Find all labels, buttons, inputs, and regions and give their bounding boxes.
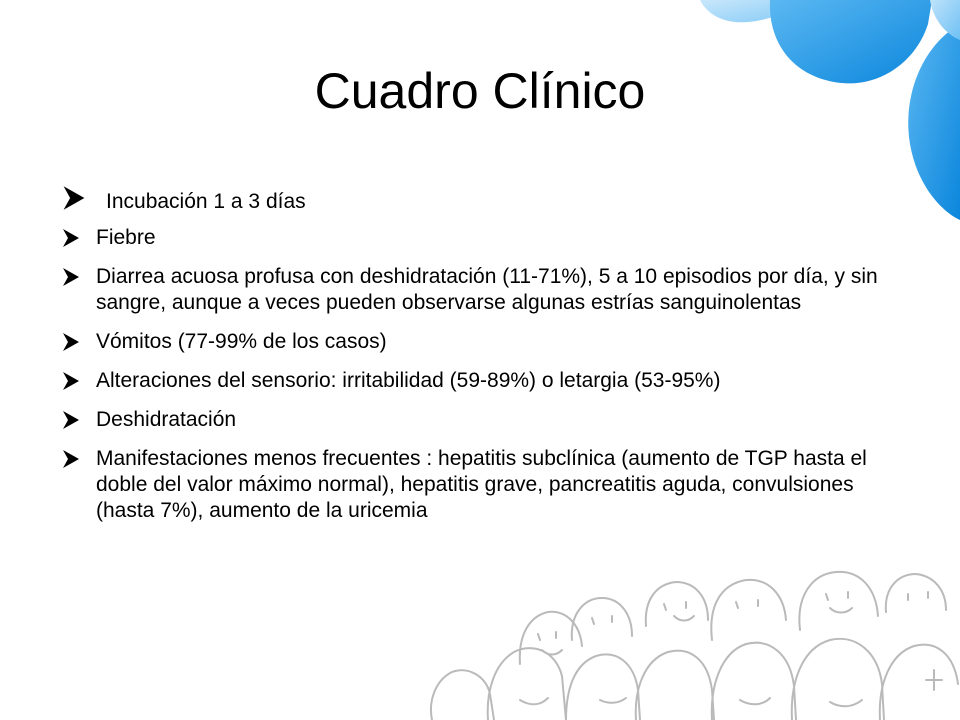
face-sketch-12 (880, 645, 958, 720)
arrowhead-bullet-icon (62, 185, 86, 211)
face-sketch-9 (711, 580, 786, 640)
bullet-list (62, 184, 912, 537)
bullet-text: Diarrea acuosa profusa con deshidratación (11-71%), 5 a 10 episodios por día, y sin sangre, aunque a veces pueden observarse algunas estrías sanguinolentas (96, 265, 878, 314)
face-sketch-6 (636, 651, 714, 720)
face-sketch-13 (886, 574, 946, 612)
face-sketch-4 (566, 654, 640, 720)
face-sketch-2 (488, 648, 566, 720)
face-sketch-5 (572, 598, 632, 640)
bullet-text: Manifestaciones menos frecuentes : hepatitis subclínica (aumento de TGP hasta el doble del valor máximo normal), hepatitis grave, pancreatitis aguda, convulsiones (hasta 7%), aumento de la uricemia (96, 447, 867, 522)
face-sketch-10 (792, 639, 884, 720)
face-sketch-8 (712, 643, 796, 720)
list-item (62, 225, 912, 251)
list-item (62, 184, 912, 213)
list-item (62, 264, 912, 316)
list-item (62, 368, 912, 394)
arrowhead-bullet-icon (62, 332, 80, 352)
arrowhead-bullet-icon (62, 267, 80, 287)
list-item (62, 329, 912, 355)
bullet-text: Alteraciones del sensorio: irritabilidad (59-89%) o letargia (53-95%) (96, 369, 721, 392)
arrowhead-bullet-icon (62, 228, 80, 248)
face-sketch-11 (799, 572, 878, 630)
bullet-text: Fiebre (96, 226, 156, 249)
bullet-text: Deshidratación (96, 408, 237, 431)
bullet-text: Incubación 1 a 3 días (106, 190, 306, 213)
face-sketch-1 (431, 670, 494, 720)
arrowhead-bullet-icon (62, 410, 80, 430)
arrowhead-bullet-icon (62, 449, 80, 469)
list-item (62, 407, 912, 433)
bullet-text: Vómitos (77-99% de los casos) (96, 330, 387, 353)
slide-title: Cuadro Clínico (314, 63, 646, 119)
list-item (62, 446, 912, 524)
arrowhead-bullet-icon (62, 371, 80, 391)
